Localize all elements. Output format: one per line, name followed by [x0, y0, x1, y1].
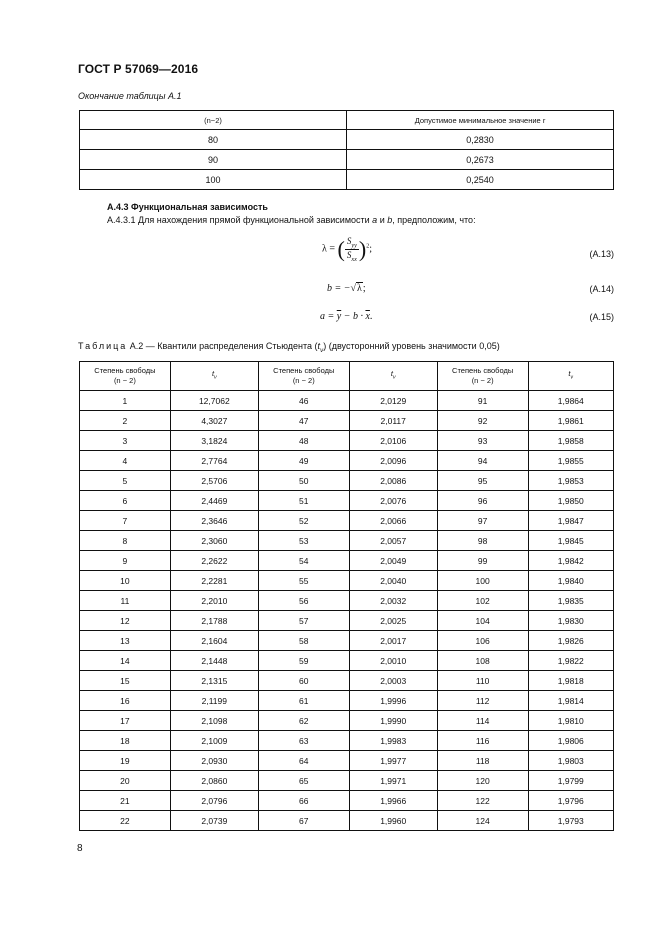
formula-a15-lhs: a =	[320, 311, 337, 322]
table-cell: 80	[80, 130, 347, 150]
table-cell: 62	[258, 711, 349, 731]
table-cell: 2,0117	[349, 411, 437, 431]
table-cell: 2,0057	[349, 531, 437, 551]
table-cell: 2,0017	[349, 631, 437, 651]
table-cell: 46	[258, 391, 349, 411]
table-row	[80, 491, 614, 511]
formula-a13: λ = ( $\frac{S_{yy}}{S_{xx}}$ )$^2$;	[322, 236, 373, 263]
header-df-line2: (n − 2)	[292, 376, 315, 385]
table-cell: 1,9814	[528, 691, 613, 711]
table-cell: 96	[437, 491, 528, 511]
table-row	[80, 150, 614, 170]
formula-a15-tail: .	[369, 311, 373, 322]
formula-a13-tail: ;	[369, 243, 373, 255]
section-heading: А.4.3 Функциональная зависимость	[107, 202, 268, 212]
table-cell: 120	[437, 771, 528, 791]
paragraph-prefix: А.4.3.1 Для нахождения прямой функциональной зависимости	[107, 215, 373, 225]
table-cell: 118	[437, 751, 528, 771]
table-cell: 2,1199	[170, 691, 258, 711]
table-cell: 2,0860	[170, 771, 258, 791]
table-cell: 58	[258, 631, 349, 651]
table-cell: 51	[258, 491, 349, 511]
table-cell: 1,9822	[528, 651, 613, 671]
header-df-line1: Степень свободы	[273, 366, 335, 375]
table-cell: 61	[258, 691, 349, 711]
table-cell: 1,9845	[528, 531, 613, 551]
table-cell: 97	[437, 511, 528, 531]
table-row	[80, 551, 614, 571]
table-cell: 94	[437, 451, 528, 471]
table-cell: 50	[258, 471, 349, 491]
table-cell: 2	[80, 411, 171, 431]
table-cell: 112	[437, 691, 528, 711]
table-row	[80, 591, 614, 611]
formula-a15-xbar: $\overline{x}$	[365, 311, 370, 322]
page-number: 8	[77, 843, 83, 854]
table-cell: 2,0040	[349, 571, 437, 591]
table-row	[80, 130, 614, 150]
formula-a13-den: S	[346, 249, 352, 260]
table-cell: 2,1315	[170, 671, 258, 691]
table-cell: 116	[437, 731, 528, 751]
table-cell: 17	[80, 711, 171, 731]
table-a2-body	[80, 391, 614, 831]
table-a2-header-t-1	[170, 362, 258, 391]
table-row	[80, 751, 614, 771]
table-cell: 114	[437, 711, 528, 731]
formula-a15-ybar: $\overline{y}$	[336, 311, 342, 322]
table-cell: 19	[80, 751, 171, 771]
table-a2-header-t-2	[349, 362, 437, 391]
table-cell: 102	[437, 591, 528, 611]
header-df-line1: Степень свободы	[452, 366, 514, 375]
table-cell: 1,9840	[528, 571, 613, 591]
table-cell: 12	[80, 611, 171, 631]
table-a1-caption: Окончание таблицы А.1	[78, 91, 182, 101]
table-cell: 1,9810	[528, 711, 613, 731]
header-t-sub: ν	[570, 374, 574, 381]
table-cell: 93	[437, 431, 528, 451]
table-cell: 2,0032	[349, 591, 437, 611]
table-a2-header-t-3	[528, 362, 613, 391]
table-cell: 1,9826	[528, 631, 613, 651]
table-cell: 57	[258, 611, 349, 631]
table-cell: 1,9835	[528, 591, 613, 611]
table-cell: 54	[258, 551, 349, 571]
table-cell: 18	[80, 731, 171, 751]
table-cell: 92	[437, 411, 528, 431]
table-cell: 91	[437, 391, 528, 411]
table-cell: 21	[80, 791, 171, 811]
table-cell: 2,0076	[349, 491, 437, 511]
formula-a14-lhs: b = −	[327, 283, 351, 294]
table-cell: 65	[258, 771, 349, 791]
table-a2-caption	[78, 341, 500, 354]
table-cell: 2,1009	[170, 731, 258, 751]
table-cell: 124	[437, 811, 528, 831]
table-a2-caption-rest: А.2 — Квантили распределения Стьюдента (	[127, 341, 318, 351]
table-cell: 22	[80, 811, 171, 831]
header-t: t	[568, 369, 571, 379]
table-a2-caption-sub: ν	[320, 346, 324, 354]
table-cell: 7	[80, 511, 171, 531]
table-a2-caption-label: Таблица	[78, 341, 128, 351]
table-cell: 1,9971	[349, 771, 437, 791]
paragraph-var-a: a	[372, 215, 378, 225]
table-cell: 2,4469	[170, 491, 258, 511]
table-cell: 98	[437, 531, 528, 551]
table-row	[80, 511, 614, 531]
table-cell: 1,9990	[349, 711, 437, 731]
table-cell: 1,9830	[528, 611, 613, 631]
table-a1-header-r: Допустимое минимальное значение r	[347, 111, 614, 130]
table-cell: 16	[80, 691, 171, 711]
formula-a14	[327, 283, 366, 294]
table-cell: 110	[437, 671, 528, 691]
table-cell: 95	[437, 471, 528, 491]
table-cell: 2,0129	[349, 391, 437, 411]
table-cell: 2,1604	[170, 631, 258, 651]
table-a1	[79, 110, 614, 190]
table-cell: 2,0025	[349, 611, 437, 631]
table-row	[80, 631, 614, 651]
table-cell: 13	[80, 631, 171, 651]
table-cell: 1,9864	[528, 391, 613, 411]
table-cell: 49	[258, 451, 349, 471]
table-cell: 2,1788	[170, 611, 258, 631]
table-cell: 2,0106	[349, 431, 437, 451]
table-cell: 99	[437, 551, 528, 571]
table-cell: 2,7764	[170, 451, 258, 471]
table-a2-caption-end: ) (двусторонний уровень значимости 0,05)	[323, 341, 500, 351]
table-cell: 90	[80, 150, 347, 170]
table-cell: 2,1098	[170, 711, 258, 731]
table-row	[80, 471, 614, 491]
table-cell: 11	[80, 591, 171, 611]
table-cell: 1,9977	[349, 751, 437, 771]
table-a2-caption-var: t	[317, 341, 321, 351]
formula-a13-number: (А.13)	[589, 249, 614, 259]
table-cell: 1,9855	[528, 451, 613, 471]
table-cell: 47	[258, 411, 349, 431]
header-t: t	[390, 369, 393, 379]
table-cell: 100	[80, 170, 347, 190]
table-cell: 53	[258, 531, 349, 551]
header-df-line2: (n − 2)	[113, 376, 136, 385]
formula-a15-mid: − b ·	[341, 311, 366, 322]
table-a2-header-df-2	[258, 362, 349, 391]
formula-a13-den-sub: xx	[351, 255, 357, 263]
table-cell: 9	[80, 551, 171, 571]
formula-a14-radicand: λ	[357, 283, 362, 294]
table-cell: 1,9861	[528, 411, 613, 431]
header-df-line1: Степень свободы	[94, 366, 156, 375]
table-cell: 2,2281	[170, 571, 258, 591]
table-row	[80, 391, 614, 411]
table-cell: 104	[437, 611, 528, 631]
table-cell: 1,9966	[349, 791, 437, 811]
table-cell: 1,9806	[528, 731, 613, 751]
formula-a15	[320, 311, 372, 322]
paragraph-mid: и	[377, 215, 388, 225]
table-cell: 2,0086	[349, 471, 437, 491]
table-cell: 3,1824	[170, 431, 258, 451]
formula-a13-close-paren: )	[358, 236, 367, 262]
table-cell: 1,9793	[528, 811, 613, 831]
table-cell: 100	[437, 571, 528, 591]
header-df-line2: (n − 2)	[471, 376, 494, 385]
table-cell: 108	[437, 651, 528, 671]
formula-a13-num-sub: yy	[351, 241, 357, 249]
table-a2-header-df-3	[437, 362, 528, 391]
table-cell: 5	[80, 471, 171, 491]
table-cell: 56	[258, 591, 349, 611]
table-cell: 2,5706	[170, 471, 258, 491]
formula-a15-number: (А.15)	[589, 312, 614, 322]
table-cell: 55	[258, 571, 349, 591]
table-cell: 20	[80, 771, 171, 791]
table-cell: 48	[258, 431, 349, 451]
paragraph-suffix: , предположим, что:	[392, 215, 476, 225]
table-row	[80, 431, 614, 451]
table-cell: 2,3646	[170, 511, 258, 531]
table-cell: 1,9799	[528, 771, 613, 791]
table-cell: 66	[258, 791, 349, 811]
paragraph-var-b: b	[387, 215, 393, 225]
table-cell: 2,0739	[170, 811, 258, 831]
table-cell: 2,0096	[349, 451, 437, 471]
table-cell: 67	[258, 811, 349, 831]
table-cell: 2,2010	[170, 591, 258, 611]
formula-a14-number: (А.14)	[589, 284, 614, 294]
table-row	[80, 170, 614, 190]
table-cell: 1,9796	[528, 791, 613, 811]
header-t-sub: ν	[392, 374, 396, 381]
table-row	[80, 771, 614, 791]
table-cell: 6	[80, 491, 171, 511]
table-cell: 12,7062	[170, 391, 258, 411]
table-row	[80, 571, 614, 591]
table-cell: 10	[80, 571, 171, 591]
table-cell: 2,0049	[349, 551, 437, 571]
table-row	[80, 711, 614, 731]
table-cell: 63	[258, 731, 349, 751]
formula-a14-radical: √	[350, 283, 356, 294]
table-row	[80, 811, 614, 831]
table-cell: 0,2830	[347, 130, 614, 150]
table-a1-header-df: (n−2)	[80, 111, 347, 130]
table-cell: 1,9818	[528, 671, 613, 691]
table-cell: 1,9803	[528, 751, 613, 771]
table-row	[80, 411, 614, 431]
table-cell: 3	[80, 431, 171, 451]
table-row	[80, 651, 614, 671]
table-a2	[79, 361, 614, 831]
table-cell: 15	[80, 671, 171, 691]
table-cell: 1,9850	[528, 491, 613, 511]
table-cell: 4	[80, 451, 171, 471]
table-row	[80, 531, 614, 551]
table-cell: 1,9996	[349, 691, 437, 711]
table-cell: 1,9853	[528, 471, 613, 491]
formula-a13-lhs: λ =	[322, 243, 338, 255]
table-cell: 52	[258, 511, 349, 531]
table-cell: 2,1448	[170, 651, 258, 671]
table-cell: 1,9858	[528, 431, 613, 451]
table-cell: 2,0010	[349, 651, 437, 671]
table-cell: 0,2673	[347, 150, 614, 170]
table-cell: 2,0066	[349, 511, 437, 531]
table-cell: 2,0930	[170, 751, 258, 771]
table-cell: 2,2622	[170, 551, 258, 571]
table-cell: 1,9983	[349, 731, 437, 751]
formula-a14-tail: ;	[362, 283, 366, 294]
table-cell: 1,9847	[528, 511, 613, 531]
table-cell: 1	[80, 391, 171, 411]
formula-a13-num: S	[346, 236, 352, 246]
section-paragraph	[107, 215, 476, 225]
header-t: t	[211, 369, 215, 379]
table-cell: 59	[258, 651, 349, 671]
table-cell: 2,0003	[349, 671, 437, 691]
table-cell: 8	[80, 531, 171, 551]
table-cell: 0,2540	[347, 170, 614, 190]
table-row	[80, 611, 614, 631]
table-cell: 60	[258, 671, 349, 691]
table-a1-body	[80, 130, 614, 190]
table-cell: 64	[258, 751, 349, 771]
table-a2-header-df-1	[80, 362, 171, 391]
table-row	[80, 691, 614, 711]
table-cell: 122	[437, 791, 528, 811]
table-cell: 1,9842	[528, 551, 613, 571]
table-cell: 1,9960	[349, 811, 437, 831]
table-a1-header-row	[80, 111, 614, 130]
formula-a13-open-paren: (	[337, 236, 345, 262]
table-cell: 2,3060	[170, 531, 258, 551]
table-a2-header-row	[80, 362, 614, 391]
table-cell: 14	[80, 651, 171, 671]
table-row	[80, 451, 614, 471]
formula-a13-fraction	[345, 236, 359, 263]
header-t-sub: ν	[214, 374, 217, 381]
table-cell: 2,0796	[170, 791, 258, 811]
document-header: ГОСТ Р 57069—2016	[78, 62, 199, 76]
table-row	[80, 791, 614, 811]
table-cell: 4,3027	[170, 411, 258, 431]
table-cell: 106	[437, 631, 528, 651]
table-row	[80, 731, 614, 751]
table-row	[80, 671, 614, 691]
